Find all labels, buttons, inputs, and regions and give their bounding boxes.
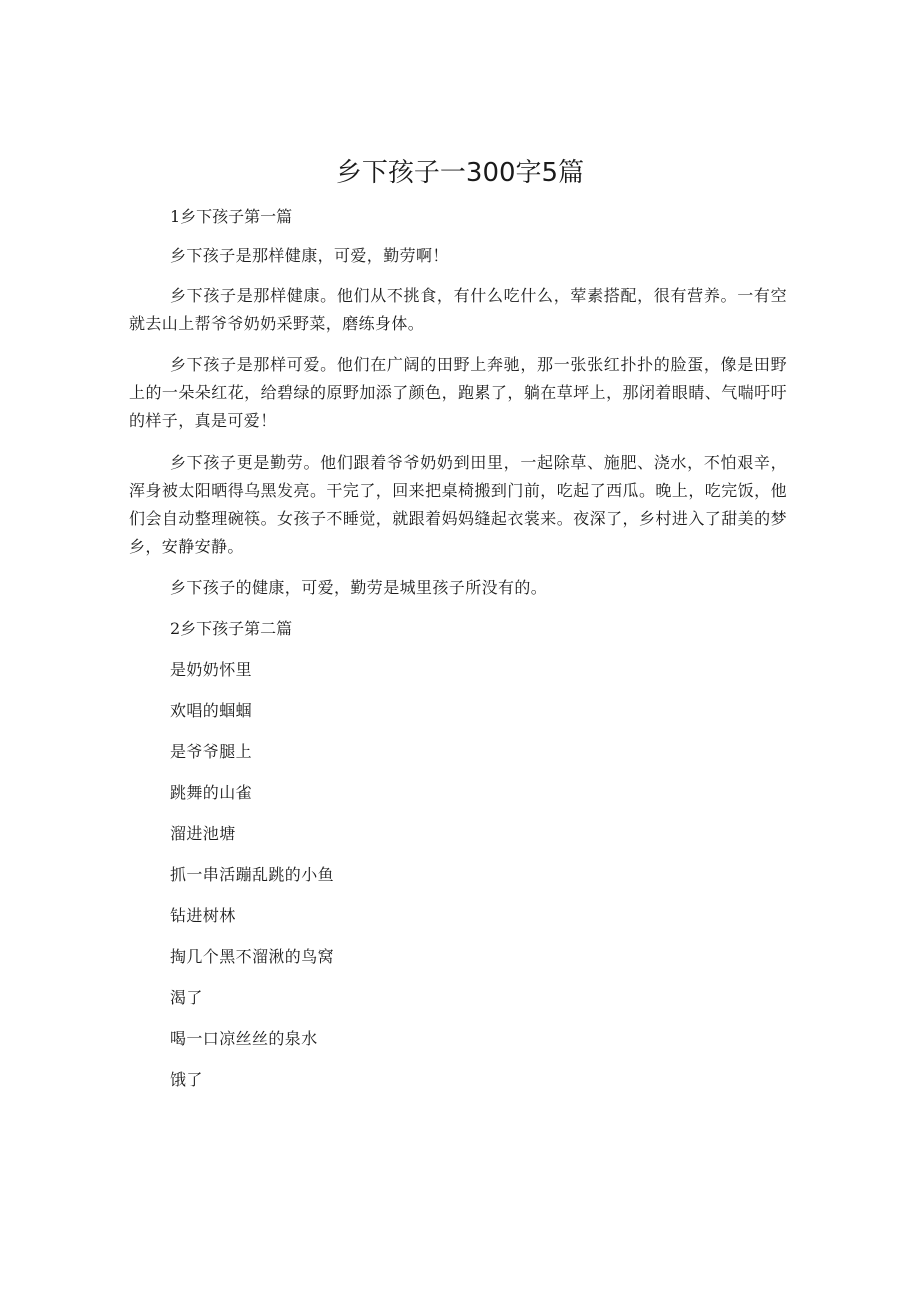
paragraph-4: 乡下孩子更是勤劳。他们跟着爷爷奶奶到田里，一起除草、施肥、浇水，不怕艰辛，浑身被太阳晒得乌黑发亮。干完了，回来把桌椅搬到门前，吃起了西瓜。晚上，吃完饭，他们会自动整理碗筷。女孩子不睡觉，就跟着妈妈缝起衣裳来。夜深了，乡村进入了甜美的梦乡，安静安静。	[129, 453, 787, 556]
section-heading-1: 1乡下孩子第一篇	[170, 207, 293, 226]
section-heading-2: 2乡下孩子第二篇	[170, 619, 293, 638]
poem-line: 钻进树林	[170, 906, 236, 925]
poem-line: 喝一口凉丝丝的泉水	[170, 1029, 318, 1048]
poem-line: 是爷爷腿上	[170, 742, 253, 761]
poem-line: 是奶奶怀里	[170, 660, 253, 679]
paragraph-5: 乡下孩子的健康，可爱，勤劳是城里孩子所没有的。	[170, 578, 548, 597]
document-body	[129, 203, 787, 1094]
poem-line: 溜进池塘	[170, 824, 236, 843]
poem-line: 跳舞的山雀	[170, 783, 253, 802]
poem-line: 抓一串活蹦乱跳的小鱼	[170, 865, 335, 884]
poem-line: 渴了	[170, 988, 203, 1007]
paragraph-1: 乡下孩子是那样健康，可爱，勤劳啊！	[170, 246, 449, 265]
paragraph-3: 乡下孩子是那样可爱。他们在广阔的田野上奔驰，那一张张红扑扑的脸蛋，像是田野上的一朵朵红花，给碧绿的原野加添了颜色，跑累了，躺在草坪上，那闭着眼睛、气喘吁吁的样子，真是可爱！	[129, 355, 787, 430]
document-title: 乡下孩子一300字5篇	[335, 158, 585, 188]
poem-line: 欢唱的蝈蝈	[170, 701, 253, 720]
poem-line: 掏几个黑不溜湫的鸟窝	[170, 947, 335, 966]
paragraph-2: 乡下孩子是那样健康。他们从不挑食，有什么吃什么，荤素搭配，很有营养。一有空就去山上帮爷爷奶奶采野菜，磨练身体。	[129, 286, 787, 333]
poem-line: 饿了	[170, 1070, 203, 1089]
